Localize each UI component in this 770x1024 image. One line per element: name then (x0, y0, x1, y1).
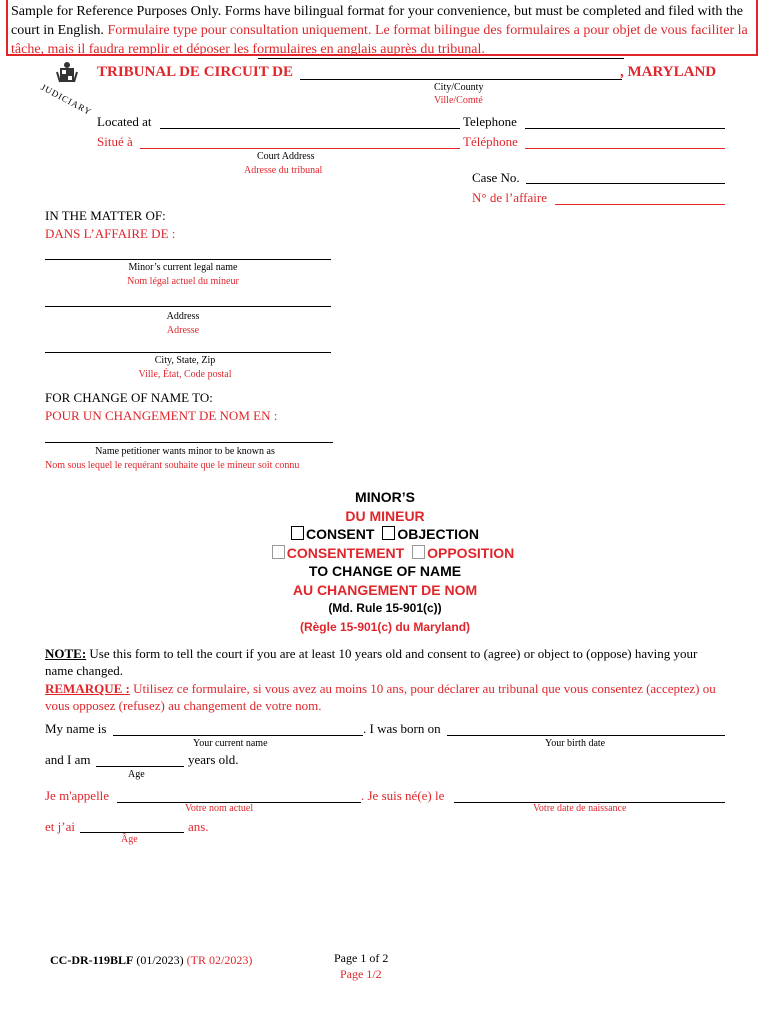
i-am-label-fr: et j’ai (45, 819, 75, 834)
consent-label-fr: CONSENTEMENT (286, 544, 405, 561)
birth-date-caption-fr: Votre date de naissance (533, 803, 627, 814)
banner-french: Formulaire type pour consultation uniquement. Le format bilingue des formulaires a pour objet de vous faciliter la tâche, mais il faudra remplir et déposer les formulaires en anglais auprès du tribunal. (11, 23, 748, 57)
rule-reference: (Md. Rule 15-901(c)) (328, 601, 442, 615)
telephone-field-fr (525, 148, 725, 149)
change-name-heading-fr: POUR UN CHANGEMENT DE NOM EN : (45, 408, 278, 423)
current-name-caption-fr: Votre nom actuel (185, 803, 254, 814)
i-am-label: and I am (45, 752, 91, 767)
form-id: CC-DR-119BLF (50, 953, 134, 967)
note-label: NOTE: (45, 646, 87, 661)
minor-name-label: Minor’s current legal name (128, 262, 238, 273)
my-name-label: My name is (45, 721, 107, 736)
court-name-french: TRIBUNAL DE CIRCUIT DE (97, 64, 294, 80)
years-label-fr: ans. (188, 819, 209, 834)
case-number-field[interactable] (526, 183, 725, 184)
new-name-label: Name petitioner wants minor to be known as (95, 446, 275, 457)
age-field[interactable] (96, 766, 184, 767)
objection-checkbox[interactable] (382, 526, 395, 540)
new-name-label-fr: Nom sous lequel le requérant souhaite que le mineur soit connu (45, 460, 300, 471)
form-date: (01/2023) (136, 953, 184, 967)
years-old-label: years old. (188, 752, 239, 767)
note-text-fr: Utilisez ce formulaire, si vous avez au moins 10 ans, pour déclarer au tribunal que vous consentez (acceptez) ou vous opposez (refusez) au changement de votre nom. (45, 681, 716, 713)
minor-name-label-fr: Nom légal actuel du mineur (127, 276, 239, 287)
consent-checkbox[interactable] (291, 526, 304, 540)
case-number-field-fr (555, 204, 725, 205)
note-label-fr: REMARQUE : (45, 681, 130, 696)
case-number-label-fr: N° de l’affaire (472, 190, 547, 205)
telephone-label-fr: Téléphone (463, 134, 518, 149)
address-label-fr: Adresse (166, 325, 200, 336)
born-on-label-fr: . Je suis né(e) le (361, 788, 445, 803)
age-field-fr (80, 832, 184, 833)
reference-banner (6, 0, 758, 56)
rule-reference-fr: (Règle 15-901(c) du Maryland) (299, 619, 471, 634)
city-county-label: City/County (434, 82, 484, 93)
city-state-zip-label-fr: Ville, État, Code postal (138, 369, 232, 380)
minor-name-field[interactable] (45, 259, 331, 260)
birth-date-field[interactable] (447, 735, 725, 736)
located-at-label-fr: Situé à (97, 134, 133, 149)
note-en (45, 645, 727, 679)
title-line-3: TO CHANGE OF NAME (308, 563, 462, 579)
consent-objection-row (240, 525, 530, 544)
title-line-1-fr: DU MINEUR (345, 507, 425, 524)
form-date-fr: (TR 02/2023) (186, 953, 253, 967)
located-at-field-fr (140, 148, 460, 149)
birth-date-caption: Your birth date (545, 738, 606, 749)
form-footer-id (50, 953, 252, 968)
court-city-field[interactable] (300, 79, 622, 80)
new-name-field[interactable] (45, 442, 333, 443)
objection-label-fr: OPPOSITION (427, 544, 515, 561)
born-on-label: . I was born on (363, 721, 441, 736)
city-state-zip-label: City, State, Zip (154, 355, 216, 366)
current-name-caption: Your current name (193, 738, 268, 749)
court-address-label-fr: Adresse du tribunal (244, 165, 323, 176)
banner-english: Sample for Reference Purposes Only. Forms have bilingual format for your convenience, but must be completed and filed with the court in English. (11, 4, 743, 38)
seal-text: JUDICIARY (39, 82, 94, 118)
consent-checkbox-fr (272, 545, 285, 559)
consent-objection-row-fr (256, 544, 530, 563)
telephone-label: Telephone (463, 114, 517, 129)
minor-city-field[interactable] (45, 352, 331, 353)
age-caption-fr: Âge (121, 834, 138, 845)
city-county-label-fr: Ville/Comté (434, 95, 483, 106)
objection-label: OBJECTION (397, 526, 480, 542)
note-text: Use this form to tell the court if you are at least 10 years old and consent to (agree) or object to (oppose) having your name changed. (45, 646, 698, 678)
form-title (240, 488, 530, 636)
maryland-judiciary-seal-icon (38, 52, 96, 118)
my-name-label-fr: Je m'appelle (45, 788, 110, 803)
current-name-field[interactable] (113, 735, 363, 736)
court-address-label: Court Address (257, 151, 315, 162)
address-label: Address (166, 311, 200, 322)
age-caption: Age (128, 769, 145, 780)
telephone-field[interactable] (525, 128, 725, 129)
in-the-matter-heading: IN THE MATTER OF: (45, 208, 166, 223)
title-line-1: MINOR’S (355, 489, 415, 505)
page-number: Page 1 of 2 (334, 951, 389, 965)
note-fr (45, 680, 727, 714)
change-name-heading: FOR CHANGE OF NAME TO: (45, 390, 213, 405)
minor-address-field[interactable] (45, 306, 331, 307)
consent-label: CONSENT (305, 526, 375, 542)
page-number-fr: Page 1/2 (340, 967, 382, 981)
in-the-matter-heading-fr: DANS L’AFFAIRE DE : (45, 226, 176, 241)
title-line-3-fr: AU CHANGEMENT DE NOM (292, 581, 478, 598)
located-at-label: Located at (97, 114, 152, 129)
objection-checkbox-fr (412, 545, 425, 559)
court-state-french: , MARYLAND (620, 64, 717, 80)
located-at-field[interactable] (160, 128, 460, 129)
case-number-label: Case No. (472, 170, 520, 185)
